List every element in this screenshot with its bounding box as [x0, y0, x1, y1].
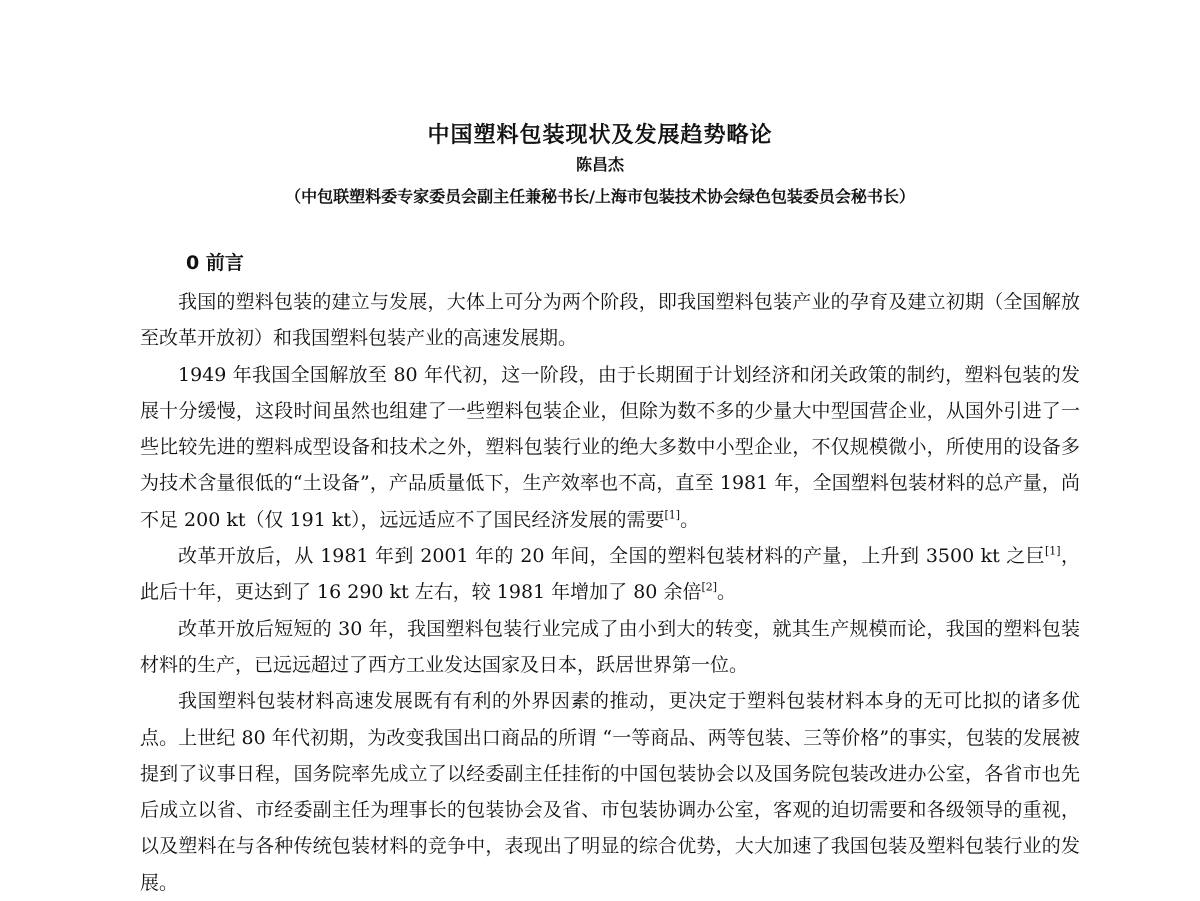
paragraph-4: 改革开放后短短的 30 年，我国塑料包装行业完成了由小到大的转变，就其生产规模而论，我国的塑料包装材料的生产，已远远超过了西方工业发达国家及日本，跃居世界第一位。 — [140, 617, 1080, 676]
citation-ref: [1] — [664, 508, 681, 522]
section-body — [140, 284, 1080, 901]
author-affiliation: （中包联塑料委专家委员会副主任兼秘书长/上海市包装技术协会绿色包装委员会秘书长） — [285, 187, 915, 206]
paragraph-3 — [140, 538, 1080, 611]
citation-ref: [2] — [701, 581, 718, 595]
paragraph-2 — [140, 357, 1080, 538]
paragraph-2-text: 1949 年我国全国解放至 80 年代初，这一阶段，由于长期囿于计划经济和闭关政策的制约，塑料包装的发展十分缓慢，这段时间虽然也组建了一些塑料包装企业，但除为数不多的少量大中型国营企业，从国外引进了一些比较先进的塑料成型设备和技术之外，塑料包装行业的绝大多数中小型企业，不仅规模微小，所使用的设备多为技术含量很低的“土设备”，产品质量低下，生产效率也不高，直至 1981 年，全国塑料包装材料的总产量，尚不足 200 kt（仅 191 kt），远远适应不了国民经济发展的需要 — [140, 363, 1080, 531]
citation-ref: [1] — [1045, 544, 1061, 558]
paragraph-3-middle: ，此后十年，更达到了 16 290 kt 左右，较 1981 年增加了 80 余倍 — [140, 545, 1080, 604]
paragraph-5: 我国塑料包装材料高速发展既有有利的外界因素的推动，更决定于塑料包装材料本身的无可比拟的诸多优点。上世纪 80 年代初期，为改变我国出口商品的所谓 “一等商品、两等包装、三等价格”的事实，包装的发展被提到了议事日程，国务院率先成立了以经委副主任挂衔的中国包装协会以及国务院包装改进办公室，各省市也先后成立以省、市经委副主任为理事长的包装协会及省、市包装协调办公室，客观的迫切需要和各级领导的重视，以及塑料在与各种传统包装材料的竞争中，表现出了明显的综合优势，大大加速了我国包装及塑料包装行业的发展。 — [140, 690, 1080, 894]
paragraph-2-end: 。 — [680, 508, 700, 531]
author-name: 陈昌杰 — [575, 155, 624, 174]
section-heading: 0 前言 — [186, 252, 244, 274]
document-title: 中国塑料包装现状及发展趋势略论 — [427, 123, 773, 148]
paragraph-3-end: 。 — [717, 581, 737, 604]
paragraph-1: 我国的塑料包装的建立与发展，大体上可分为两个阶段，即我国塑料包装产业的孕育及建立初期（全国解放至改革开放初）和我国塑料包装产业的高速发展期。 — [140, 291, 1080, 350]
paragraph-3-text: 改革开放后，从 1981 年到 2001 年的 20 年间，全国的塑料包装材料的产量，上升到 3500 kt 之巨 — [178, 545, 1045, 568]
